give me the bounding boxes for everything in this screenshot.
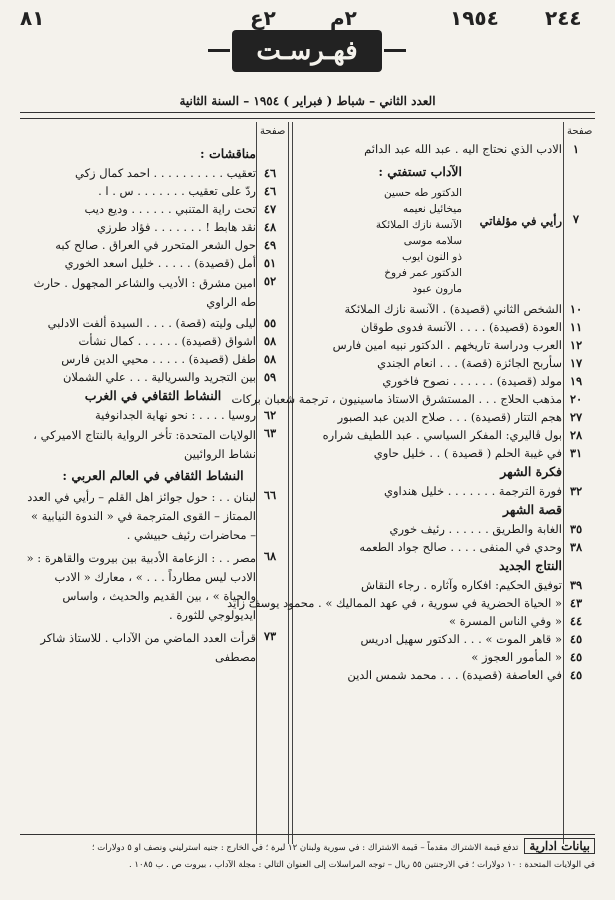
handwritten-mark-b: ١٩٥٤ bbox=[450, 6, 499, 30]
entry-page: ٦٨ bbox=[263, 549, 277, 563]
entry-text: بين التجريد والسريالية . . . علي الشملان bbox=[62, 370, 256, 384]
toc-left-column bbox=[22, 142, 284, 671]
survey-name: ذو النون ايوب bbox=[402, 251, 462, 263]
top-rule bbox=[20, 112, 595, 113]
entry-text: في غيبة الحلم ( قصيدة ) . . خليل حاوي bbox=[373, 446, 562, 460]
entry-text: توفيق الحكيم: افكاره وآثاره . رجاء النقاش bbox=[360, 578, 562, 592]
entry-page: ٤٥ bbox=[569, 650, 583, 664]
entry-text: ليلى وليته (قصة) . . . . السيدة ألفت الادلبي bbox=[47, 316, 256, 330]
entry-text: العرب ودراسة تاريخهم . الدكتور نبيه امين فارس bbox=[332, 338, 562, 352]
entry-page: ٤٦ bbox=[263, 184, 277, 198]
handwritten-mark-c: ٢م bbox=[330, 6, 357, 30]
toc-entry bbox=[22, 274, 284, 312]
entry-page: ٦٦ bbox=[263, 488, 277, 502]
toc-entry bbox=[22, 220, 284, 234]
toc-entry bbox=[22, 629, 284, 667]
entry-page: ٦٣ bbox=[263, 426, 277, 440]
section-heading: النشاط الثقافي في الغرب bbox=[84, 388, 222, 403]
toc-entry bbox=[294, 302, 590, 316]
entry-text: « الحياة الحضرية في سورية ، في عهد المماليك » . محمود يوسف زايد bbox=[227, 596, 562, 610]
entry-text: مصر . . : الزعامة الأدبية بين بيروت والقاهرة : « الادب ليس مطارداً . . . » ، معارك « الادب والحياة » ، بين القديم والحديث ، واساس ايديولوجي للثورة . bbox=[26, 551, 256, 622]
entry-text: اشواق (قصيدة) . . . . . . كمال نشأت bbox=[78, 334, 256, 348]
footer-line-1: تدفع قيمة الاشتراك مقدماً – قيمة الاشتراك : في سورية ولبنان ١٢ ليرة ؛ في الخارج : جنيه استرليني ونصف او ٥ دولارات ؛ bbox=[91, 843, 519, 853]
handwritten-mark-d: ٢ع bbox=[250, 6, 276, 30]
entry-page: ٥٨ bbox=[263, 352, 277, 366]
section-heading: مناقشات : bbox=[200, 146, 256, 161]
entry-text: مولد (قصيدة) . . . . . . نصوح فاخوري bbox=[382, 374, 562, 388]
toc-entry bbox=[294, 142, 590, 156]
entry-text: طفل (قصيدة) . . . . . محيي الدين فارس bbox=[61, 352, 256, 366]
entry-page: ١ bbox=[572, 142, 580, 156]
section-heading: فكرة الشهر bbox=[500, 464, 562, 479]
toc-entry bbox=[22, 202, 284, 216]
entry-page: ٤٧ bbox=[263, 202, 277, 216]
entry-text: سأربح الجائزة (قصة) . . . انعام الجندي bbox=[377, 356, 562, 370]
entry-text: أمل (قصيدة) . . . . . خليل اسعد الخوري bbox=[64, 256, 256, 270]
toc-entry bbox=[227, 596, 590, 610]
entry-text: تعقيب . . . . . . . . . . احمد كمال زكي bbox=[75, 166, 256, 180]
toc-entry bbox=[22, 334, 284, 348]
toc-entry bbox=[22, 370, 284, 384]
entry-page: ١٧ bbox=[569, 356, 583, 370]
entry-page: ٢٠ bbox=[569, 392, 583, 406]
toc-entry bbox=[294, 632, 590, 646]
entry-page: ٤٩ bbox=[263, 238, 277, 252]
entry-text: امين مشرق : الأديب والشاعر المجهول . حارث طه الراوي bbox=[33, 276, 256, 309]
entry-text: الادب الذي نحتاج اليه . عبد الله عبد الدائم bbox=[364, 142, 562, 156]
entry-page: ٣٥ bbox=[569, 522, 583, 536]
toc-entry bbox=[294, 446, 590, 460]
entry-page: ١٩ bbox=[569, 374, 583, 388]
section-heading: النشاط الثقافي في العالم العربي : bbox=[62, 468, 244, 483]
survey-name: الآنسة نازك الملائكة bbox=[375, 219, 462, 231]
entry-page: ٤٦ bbox=[263, 166, 277, 180]
handwritten-mark-a: ٢٤٤ bbox=[545, 6, 582, 30]
entry-text: « وفي الناس المسرة » bbox=[448, 614, 562, 628]
entry-page: ١٢ bbox=[569, 338, 583, 352]
entry-page: ٤٣ bbox=[569, 596, 583, 610]
entry-page: ٣٩ bbox=[569, 578, 583, 592]
survey-title: رأيي في مؤلفاتي bbox=[479, 214, 562, 228]
entry-text: هجم التتار (قصيدة) . . . صلاح الدين عبد الصبور bbox=[337, 410, 562, 424]
toc-entry bbox=[294, 320, 590, 334]
toc-entry bbox=[294, 522, 590, 536]
toc-entry bbox=[22, 184, 284, 198]
entry-page: ١١ bbox=[569, 320, 583, 334]
toc-entry bbox=[294, 356, 590, 370]
survey-name: ميخائيل نعيمه bbox=[402, 203, 462, 215]
toc-entry bbox=[294, 374, 590, 388]
entry-text: روسيا . . . . : نحو نهاية الجدانوفية bbox=[94, 408, 256, 422]
page-label-right: صفحة bbox=[567, 126, 593, 137]
toc-entry bbox=[231, 392, 590, 406]
entry-text: لبنان . . : حول جوائز اهل القلم – رأيي في العدد الممتاز – القوى المترجمة في « الندوة النيابية » – محاضرات رئيف حبيشي . bbox=[27, 490, 256, 542]
survey-names bbox=[294, 160, 462, 297]
toc-entry bbox=[22, 256, 284, 270]
entry-page: ٥٥ bbox=[263, 316, 277, 330]
entry-text: العودة (قصيدة) . . . . الآنسة فدوى طوقان bbox=[360, 320, 562, 334]
entry-page: ٢٨ bbox=[569, 428, 583, 442]
toc-entry bbox=[22, 426, 284, 464]
toc-entry bbox=[294, 614, 590, 628]
section-heading: قصة الشهر bbox=[503, 502, 562, 517]
entry-text: مذهب الحلاج . . . المستشرق الاستاذ ماسينيون ، ترجمة شعبان بركات bbox=[231, 392, 562, 406]
entry-text: فورة الترجمة . . . . . . . خليل هنداوي bbox=[383, 484, 562, 498]
toc-entry bbox=[294, 650, 590, 664]
entry-page: ٤٥ bbox=[569, 668, 583, 682]
entry-text: تحت راية المتنبي . . . . . . وديع ديب bbox=[84, 202, 256, 216]
toc-entry bbox=[22, 488, 284, 545]
toc-entry bbox=[22, 166, 284, 180]
entry-page: ٦٢ bbox=[263, 408, 277, 422]
toc-entry bbox=[22, 408, 284, 422]
toc-entry bbox=[22, 352, 284, 366]
handwritten-mark-e: ٨١ bbox=[20, 6, 45, 30]
bottom-rule bbox=[20, 834, 595, 835]
entry-text: « المأمور العجوز » bbox=[471, 650, 562, 664]
top-rule-2 bbox=[20, 118, 595, 119]
entry-page: ٥١ bbox=[263, 256, 277, 270]
page-title: فهـرسـت bbox=[232, 30, 382, 72]
survey-name: الدكتور عمر فروخ bbox=[384, 267, 462, 279]
toc-entry bbox=[294, 668, 590, 682]
entry-page: ٤٤ bbox=[569, 614, 583, 628]
entry-page: ٥٩ bbox=[263, 370, 277, 384]
survey-name: سلامه موسى bbox=[403, 235, 462, 247]
entry-page: ٤٥ bbox=[569, 632, 583, 646]
entry-page: ٢٧ bbox=[569, 410, 583, 424]
center-divider bbox=[288, 122, 293, 844]
entry-text: قرأت العدد الماضي من الآداب . للاستاذ شاكر مصطفى bbox=[40, 631, 256, 664]
page-label-left: صفحة bbox=[260, 126, 286, 137]
survey-name: الدكتور طه حسين bbox=[384, 187, 462, 199]
issue-line: العدد الثاني – شباط ( فبراير ) ١٩٥٤ – السنة الثانية bbox=[179, 94, 436, 108]
entry-page: ٣١ bbox=[569, 446, 583, 460]
entry-text: « قاهر الموت » . . . الدكتور سهيل ادريس bbox=[360, 632, 562, 646]
entry-text: نقد هابط ! . . . . . . . فؤاد طرزي bbox=[97, 220, 256, 234]
toc-entry bbox=[294, 428, 590, 442]
footer-heading: بيانات ادارية bbox=[524, 838, 595, 854]
entry-text: الغابة والطريق . . . . . . رئيف خوري bbox=[389, 522, 562, 536]
toc-entry bbox=[294, 484, 590, 498]
entry-text: الشخص الثاني (قصيدة) . الآنسة نازك الملائكة bbox=[344, 302, 562, 316]
section-heading: النتاج الجديد bbox=[498, 558, 562, 573]
survey-name: مارون عبود bbox=[412, 283, 462, 295]
toc-entry bbox=[294, 578, 590, 592]
entry-text: بول ڤاليري: المفكر السياسي . عبد اللطيف شراره bbox=[322, 428, 562, 442]
entry-page: ٣٢ bbox=[569, 484, 583, 498]
entry-page: ٧ bbox=[572, 212, 580, 226]
entry-text: ردّ على تعقيب . . . . . . . س . ا . bbox=[98, 184, 256, 198]
toc-entry bbox=[22, 549, 284, 625]
entry-page: ٣٨ bbox=[569, 540, 583, 554]
survey-group bbox=[294, 160, 590, 297]
entry-page: ٥٢ bbox=[263, 274, 277, 288]
footer-line-2: في الولايات المتحدة : ١٠ دولارات ؛ في الارجنتين ٥٥ ريال – توجه المراسلات إلى العنوان التالي : مجلة الآداب ، بيروت ص . ب ١٠٨٥ . bbox=[129, 860, 595, 870]
toc-entry bbox=[22, 316, 284, 330]
entry-text: في العاصفة (قصيدة) . . . محمد شمس الدين bbox=[347, 668, 562, 682]
toc-entry bbox=[22, 238, 284, 252]
entry-page: ٤٨ bbox=[263, 220, 277, 234]
entry-text: حول الشعر المتحرر في العراق . صالح كبه bbox=[55, 238, 256, 252]
toc-entry bbox=[294, 540, 590, 554]
entry-text: الولايات المتحدة: تأخر الرواية بالنتاج الاميركي ، نشاط الروائيين bbox=[33, 428, 256, 461]
entry-page: ٥٨ bbox=[263, 334, 277, 348]
survey-label: الآداب تستفتي : bbox=[378, 164, 462, 179]
footer-notice bbox=[20, 838, 595, 884]
entry-page: ٧٣ bbox=[263, 629, 277, 643]
toc-entry bbox=[294, 410, 590, 424]
entry-text: وحدي في المنفى . . . . صالح جواد الطعمه bbox=[359, 540, 562, 554]
entry-page: ١٠ bbox=[569, 302, 583, 316]
toc-entry bbox=[294, 338, 590, 352]
